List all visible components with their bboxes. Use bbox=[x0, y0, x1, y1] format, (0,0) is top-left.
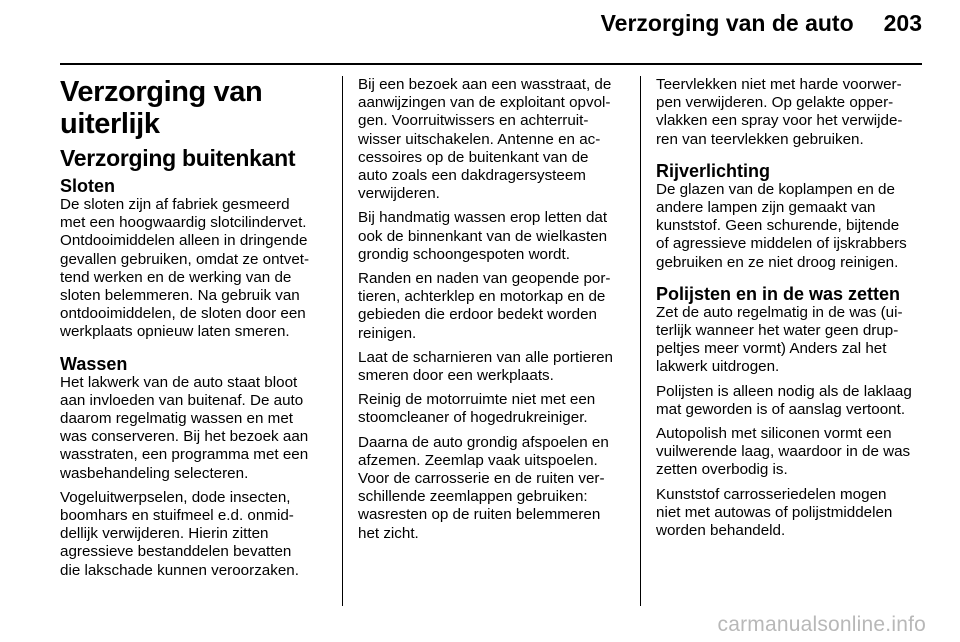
paragraph-wasstraat: Bij een bezoek aan een wasstraat, de aanwijzingen van de exploitant opvol- gen. Voorruitwissers en achterruit- wisser uitschakelen. Antenne en ac- cessoires op de buitenkant van de auto zoals een dakdragersysteem verwijderen. bbox=[358, 76, 612, 203]
page-number: 203 bbox=[883, 10, 922, 36]
paragraph-handmatig: Bij handmatig wassen erop letten dat ook de binnenkant van de wielkasten grondig schoongespoten wordt. bbox=[358, 209, 608, 263]
header-rule bbox=[60, 63, 922, 65]
paragraph-polijsten-4: Kunststof carrosseriedelen mogen niet met autowas of polijstmiddelen worden behandeld. bbox=[656, 485, 893, 540]
running-title: Verzorging van de auto bbox=[600, 10, 854, 36]
heading-rijverlichting: Rijverlichting bbox=[656, 160, 771, 181]
watermark: carmanualsonline.info bbox=[717, 613, 926, 636]
paragraph-afspoelen: Daarna de auto grondig afspoelen en afzemen. Zeemlap vaak uitspoelen. Voor de carrosserie en de ruiten ver- schillende zeemlappen gebruiken: wasresten op de ruiten belemmeren het zicht. bbox=[358, 433, 609, 542]
section-title: Verzorging van uiterlijk bbox=[60, 76, 263, 140]
page-header bbox=[601, 10, 922, 37]
heading-polijsten: Polijsten en in de was zetten bbox=[656, 283, 901, 304]
paragraph-rijverlichting: De glazen van de koplampen en de andere lampen zijn gemaakt van kunststof. Geen schurende, bijtende of agressieve middelen of ijskrabbers gebruiken en ze niet droog reinigen. bbox=[656, 180, 907, 271]
paragraph-polijsten-3: Autopolish met siliconen vormt een vuilwerende laag, waardoor in de was zetten overbodig is. bbox=[656, 425, 911, 479]
paragraph-polijsten-2: Polijsten is alleen nodig als de laklaag mat geworden is of aanslag vertoont. bbox=[656, 382, 912, 418]
paragraph-randen: Randen en naden van geopende por- tieren, achterklep en motorkap en de gebieden die erdoor bedekt worden reinigen. bbox=[358, 270, 611, 342]
paragraph-wassen-1: Het lakwerk van de auto staat bloot aan invloeden van buitenaf. De auto daarom regelmatig wassen en met was conserveren. Bij het bezoek aan wasstraten, een programma met een wasbehandeling selecteren. bbox=[60, 373, 309, 482]
column-2 bbox=[358, 76, 628, 549]
paragraph-scharnieren: Laat de scharnieren van alle portieren smeren door een werkplaats. bbox=[358, 348, 613, 385]
paragraph-wassen-2: Vogeluitwerpselen, dode insecten, boomhars en stuifmeel e.d. onmid- dellijk verwijderen. Hierin zitten agressieve bestanddelen bevatten die lakschade kunnen veroorzaken. bbox=[60, 488, 299, 579]
heading-sloten: Sloten bbox=[60, 176, 116, 196]
heading-wassen: Wassen bbox=[60, 353, 128, 374]
paragraph-teervlekken: Teervlekken niet met harde voorwer- pen verwijderen. Op gelakte opper- vlakken een spray voor het verwijde- ren van teervlekken gebruiken. bbox=[656, 76, 903, 148]
column-3 bbox=[656, 76, 926, 546]
column-divider-1 bbox=[342, 76, 343, 606]
paragraph-polijsten-1: Zet de auto regelmatig in de was (ui- terlijk wanneer het water geen drup- peltjes meer vormt) Anders zal het lakwerk uitdrogen. bbox=[656, 303, 903, 376]
column-divider-2 bbox=[640, 76, 641, 606]
paragraph-motorruimte: Reinig de motorruimte niet met een stoomcleaner of hogedrukreiniger. bbox=[358, 391, 596, 427]
subsection-title: Verzorging buitenkant bbox=[60, 145, 296, 171]
paragraph-sloten: De sloten zijn af fabriek gesmeerd met een hoogwaardig slotcilindervet. Ontdooimiddelen alleen in dringende gevallen gebruiken, omdat ze ontvet- tend werken en de werking van de sloten belemmeren. Na gebruik van ontdooimiddelen, de sloten door een werkplaats opnieuw laten smeren. bbox=[60, 196, 310, 341]
column-1 bbox=[60, 76, 330, 586]
